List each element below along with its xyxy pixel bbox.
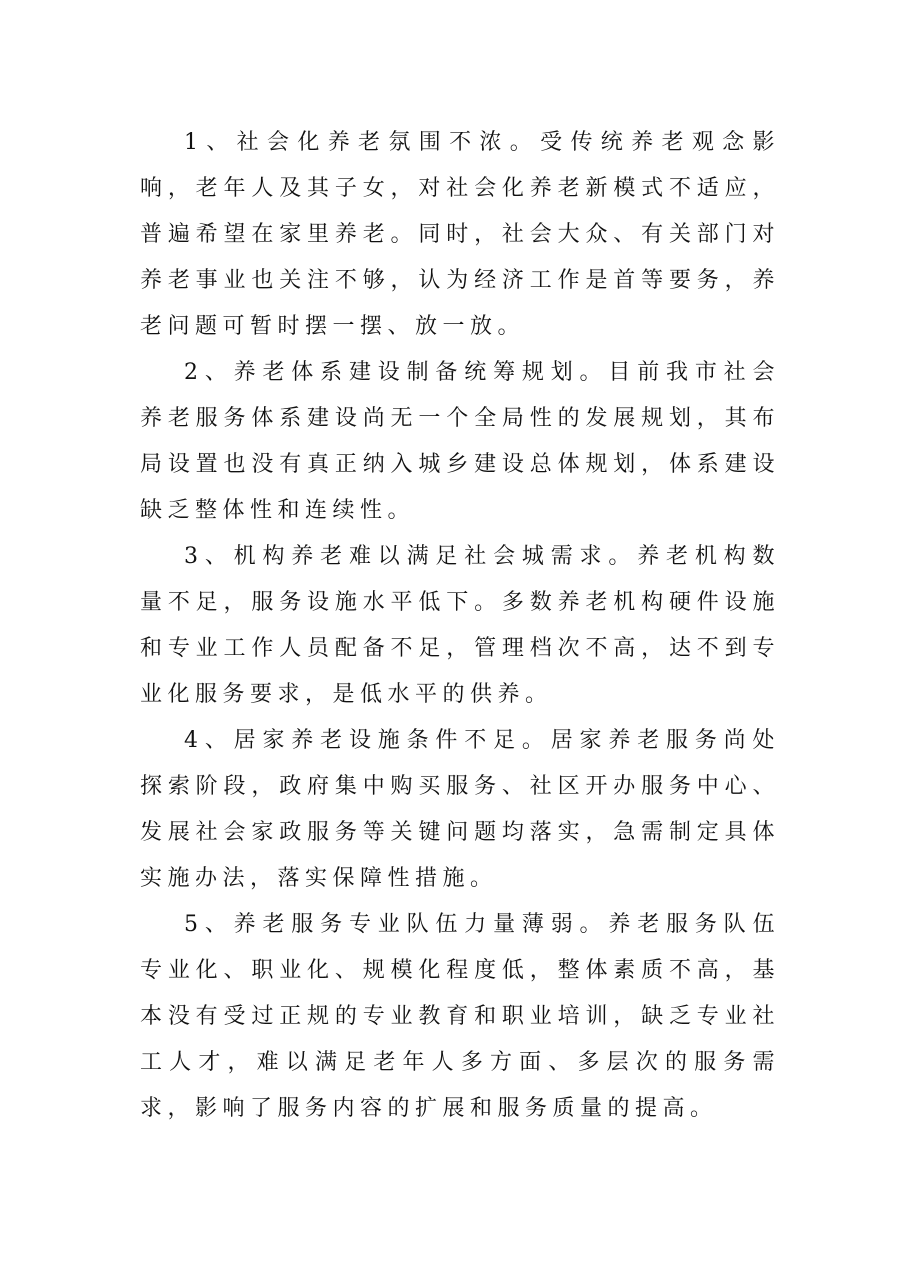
paragraph-4: 4、居家养老设施条件不足。居家养老服务尚处探索阶段，政府集中购买服务、社区开办服务中心、发展社会家政服务等关键问题均落实，急需制定具体实施办法，落实保障性措施。 <box>140 728 780 891</box>
paragraph-2: 2、养老体系建设制备统筹规划。目前我市社会养老服务体系建设尚无一个全局性的发展规划，其布局设置也没有真正纳入城乡建设总体规划，体系建设缺乏整体性和连续性。 <box>140 360 780 523</box>
paragraph-5: 5、养老服务专业队伍力量薄弱。养老服务队伍专业化、职业化、规模化程度低，整体素质不高，基本没有受过正规的专业教育和职业培训，缺乏专业社工人才，难以满足老年人多方面、多层次的服务需求，影响了服务内容的扩展和服务质量的提高。 <box>140 912 780 1121</box>
document-body <box>140 120 780 1132</box>
paragraph-1: 1、社会化养老氛围不浓。受传统养老观念影响，老年人及其子女，对社会化养老新模式不适应，普遍希望在家里养老。同时，社会大众、有关部门对养老事业也关注不够，认为经济工作是首等要务，养老问题可暂时摆一摆、放一放。 <box>140 130 780 339</box>
paragraph-3: 3、机构养老难以满足社会城需求。养老机构数量不足，服务设施水平低下。多数养老机构硬件设施和专业工作人员配备不足，管理档次不高，达不到专业化服务要求，是低水平的供养。 <box>140 544 780 707</box>
